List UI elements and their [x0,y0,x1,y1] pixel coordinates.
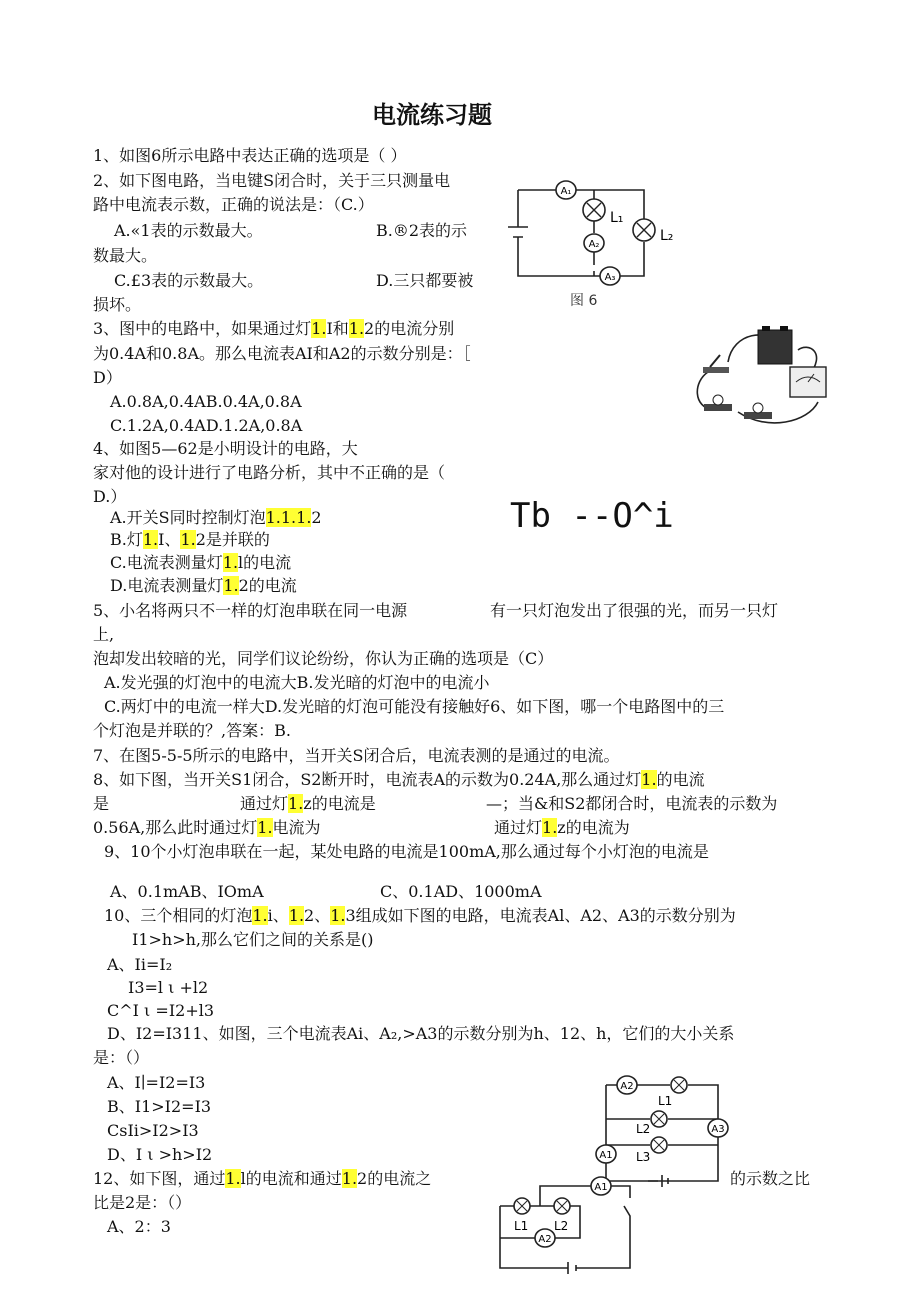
question-9-options-cd: C、0.1AD、1000mA [380,882,542,901]
ocr-artifact-text: Tb --O^i [510,496,674,536]
question-2-option-d: D.三只都要被 [376,271,474,290]
text: 2的电流分别 [364,319,455,338]
ammeter-a2-label: A2 [538,1234,552,1245]
text: 电流为 [272,818,321,837]
ammeter-a2-label: A2 [620,1081,634,1092]
lamp-l2-label: L₂ [660,228,674,244]
text: 3、图中的电路中，如果通过灯 [93,319,312,338]
question-12-line-2: 比是2是：（） [93,1193,192,1212]
ammeter-a2-icon [535,1229,555,1247]
question-2-option-a: A.«1表的示数最大。 [114,221,263,240]
ammeter-a1-icon [591,1177,611,1195]
text: B.灯 [110,530,143,549]
question-8-line-3a [93,817,321,839]
question-10-option-d: D、I2=I311、如图，三个电流表Ai、A₂,>A3的示数分别为h、12、h，它们的大小关系 [107,1024,735,1043]
lamp-holder-icon [704,395,732,411]
highlight: 1. [641,770,657,789]
highlight: 1. [180,530,196,549]
question-8-line-1 [93,769,705,791]
text: 3组成如下图的电路，电流表Al、A2、A3的示数分别为 [345,906,736,925]
question-5-line-1a: 5、小名将两只不一样的灯泡串联在同一电源 [93,601,408,620]
question-10-option-c: C^I ι =I2+l3 [107,1001,215,1020]
question-5-options-ab: A.发光强的灯泡中的电流大B.发光暗的灯泡中的电流小 [104,673,490,692]
highlight: 1. [330,906,346,925]
question-2-line-3: 数最大。 [93,246,158,265]
question-2-option-b: B.®2表的示 [376,221,468,240]
text: l的电流 [238,553,292,572]
lamp-holder-icon [744,403,772,419]
question-4-option-d [110,575,297,597]
ammeter-a3-label: A₃ [604,272,616,283]
highlight: 1. [288,906,305,925]
question-8-line-2b [240,793,376,815]
text: 12、如下图，通过 [93,1169,226,1188]
question-7: 7、在图5-5-5所示的电路中，当开关S闭合后，电流表测的是通过的电流。 [93,746,620,765]
text: D.电流表测量灯 [110,576,224,595]
lamp-l1-icon [514,1198,530,1214]
question-12-option-a: A、2：3 [107,1217,171,1236]
question-11-option-a: A、I∣=I2=I3 [107,1073,206,1092]
lamp-l2-label: L2 [554,1219,569,1233]
question-1: 1、如图6所示电路中表达正确的选项是（ ） [93,146,407,165]
question-9-options-ab: A、0.1mAB、IOmA [110,882,264,901]
lamp-l1-icon [583,199,605,221]
highlight: 1. [222,553,239,572]
question-2-option-c: C.£3表的示数最大。 [114,271,264,290]
highlight: 1.1.1. [265,508,312,527]
ammeter-a2-icon [617,1076,637,1094]
question-4-option-a [110,507,322,529]
text: i、 [267,906,289,925]
text: z的电流为 [557,818,630,837]
highlight: 1. [142,530,159,549]
highlight: 1. [542,818,558,837]
question-11-option-c: CsIi>I2>I3 [107,1121,199,1140]
question-10-option-b: I3=l ι +l2 [128,978,209,997]
text: 2的电流之 [357,1169,432,1188]
text: 0.56A,那么此时通过灯 [93,818,258,837]
lamp-l2-icon [651,1111,667,1127]
question-11-line-2: 是：（） [93,1048,150,1067]
meter-icon [790,367,826,397]
highlight: 1. [288,794,304,813]
question-11-option-d: D、I ι >h>I2 [107,1145,213,1164]
question-2-line-4: 损坏。 [93,295,142,314]
ammeter-a1-icon [596,1145,616,1163]
question-9: 9、10个小灯泡串联在一起，某处电路的电流是100mA,那么通过每个小灯泡的电流是 [104,842,709,861]
question-3-line-3: D） [93,368,122,387]
battery-icon [758,326,792,364]
figure-6-circuit [510,172,674,312]
ammeter-a1-label: A1 [594,1182,608,1193]
highlight: 1. [341,1169,358,1188]
question-3-line-1 [93,318,454,340]
text: 10、三个相同的灯泡 [104,906,253,925]
question-10-line-1 [104,905,736,927]
question-4-option-c [110,552,291,574]
question-8-line-2c: —；当&和S2都闭合时，电流表的示数为 [486,794,778,813]
question-5-line-2: 泡却发出较暗的光，同学们议论纷纷，你认为正确的选项是（C） [93,649,554,668]
ammeter-a2-icon [584,234,604,252]
question-12-line-1-right: 的示数之比 [730,1169,811,1188]
lamp-l2-icon [633,219,655,241]
lamp-l1-label: L₁ [610,210,624,226]
text: I和 [326,319,349,338]
text: A.开关S同时控制灯泡 [110,508,266,527]
question-11-option-b: B、I1>I2=I3 [107,1097,212,1116]
question-10-line-2: I1>h>h,那么它们之间的关系是() [132,930,374,949]
page-title: 电流练习题 [372,100,492,129]
battery-lamp-meter-sketch [688,322,838,432]
ammeter-a2-label: A₂ [588,239,600,250]
highlight: 1. [311,319,327,338]
text: 通过灯 [240,794,289,813]
lamp-l1-icon [671,1077,687,1093]
lamp-l3-icon [651,1137,667,1153]
question-3-options-ab: A.0.8A,0.4AB.0.4A,0.8A [110,392,302,411]
ammeter-a3-icon [708,1119,728,1137]
lamp-l2-label: L2 [636,1122,651,1136]
question-8-line-3b [494,817,630,839]
lamp-l2-icon [554,1198,570,1214]
highlight: 1. [257,818,273,837]
question-3-line-2: 为0.4A和0.8A。那么电流表AI和A2的示数分别是：［ [93,344,471,363]
text: 2、 [304,906,331,925]
question-10-option-a: A、Ii=I₂ [107,955,173,974]
text: 2是并联的 [195,530,270,549]
figure-6-caption: 图 6 [570,293,598,309]
ammeter-a3-label: A3 [711,1124,725,1135]
switch-icon [703,355,729,373]
ammeter-a1-label: A₁ [560,186,572,197]
question-4-line-2: 家对他的设计进行了电路分析，其中不正确的是（ [93,463,446,482]
question-4-line-3: D.） [93,487,127,506]
text: z的电流是 [303,794,376,813]
ammeter-a1-label: A1 [599,1150,613,1161]
highlight: 1. [225,1169,241,1188]
highlight: 1. [252,906,268,925]
highlight: 1. [348,319,365,338]
question-5-line-1b: 有一只灯泡发出了很强的光，而另一只灯 [490,601,779,620]
text: 2 [311,508,322,527]
text: 2的电流 [238,576,297,595]
lamp-l1-label: L1 [514,1219,529,1233]
figure-q11-circuit [598,1075,723,1185]
ammeter-a3-icon [600,267,620,285]
text: C.电流表测量灯 [110,553,223,572]
ammeter-a1-icon [556,181,576,199]
question-8-line-2a: 是 [93,794,110,813]
figure-q12-circuit [496,1176,636,1276]
question-4-line-1: 4、如图5—62是小明设计的电路，大 [93,439,358,458]
question-5-options-cd: C.两灯中的电流一样大D.发光暗的灯泡可能没有接触好6、如下图，哪一个电路图中的三 [104,697,725,716]
question-4-option-b [110,529,270,551]
question-2-line-1: 2、如下图电路，当电键S闭合时，关于三只测量电 [93,171,451,190]
text: I、 [158,530,181,549]
question-6-answer-line: 个灯泡是并联的？,答案：B. [93,721,291,740]
question-12-line-1 [93,1168,431,1190]
question-3-options-cd: C.1.2A,0.4AD.1.2A,0.8A [110,416,303,435]
text: l的电流和通过 [240,1169,342,1188]
text: 8、如下图，当开关S1闭合，S2断开时，电流表A的示数为0.24A,那么通过灯 [93,770,642,789]
question-2-line-2: 路中电流表示数，正确的说法是：（C.） [93,195,374,214]
lamp-l3-label: L3 [636,1150,651,1164]
text: 通过灯 [494,818,543,837]
highlight: 1. [223,576,239,595]
question-5-line-1c: 上, [93,625,115,644]
text: 的电流 [656,770,705,789]
lamp-l1-label: L1 [658,1094,673,1108]
